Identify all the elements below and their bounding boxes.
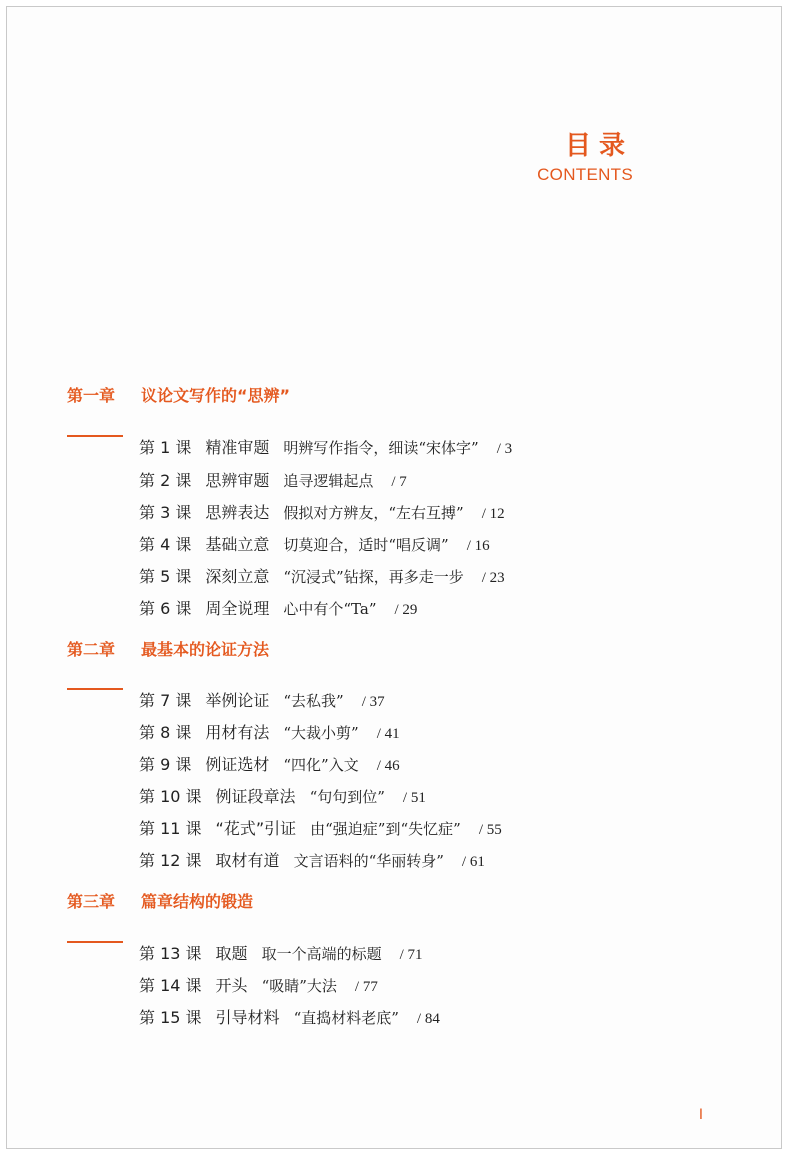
chapter-number: 第二章 xyxy=(67,640,116,659)
lesson-description: “去私我” xyxy=(283,692,344,710)
page-reference: / 46 xyxy=(376,758,400,774)
lesson-description: 文言语料的“华丽转身” xyxy=(293,852,444,870)
toc-entry[interactable] xyxy=(139,720,400,743)
page-reference: / 7 xyxy=(391,474,407,490)
lesson-description: 由“强迫症”到“失忆症” xyxy=(310,820,461,838)
chapter-title: 最基本的论证方法 xyxy=(141,640,270,659)
lesson-topic: 思辨审题 xyxy=(205,471,270,490)
lesson-description: “句句到位” xyxy=(309,788,385,806)
lesson-number: 第 3 课 xyxy=(139,503,192,522)
lesson-number: 第 11 课 xyxy=(139,819,202,838)
chapter-title: 议论文写作的“思辨” xyxy=(141,386,291,405)
lesson-description: “大裁小剪” xyxy=(283,724,359,742)
toc-entry[interactable] xyxy=(139,784,426,807)
chapter-number: 第三章 xyxy=(67,892,116,911)
toc-entry[interactable] xyxy=(139,816,502,839)
page-reference: / 29 xyxy=(394,602,418,618)
lesson-number: 第 12 课 xyxy=(139,851,202,870)
lesson-topic: 用材有法 xyxy=(205,723,270,742)
lesson-description: 心中有个“Ta” xyxy=(283,600,377,618)
lesson-description: “直捣材料老底” xyxy=(293,1009,399,1027)
toc-entry[interactable] xyxy=(139,564,505,587)
lesson-topic: “花式”引证 xyxy=(215,819,297,838)
toc-entry[interactable] xyxy=(139,435,512,458)
toc-entry[interactable] xyxy=(139,596,417,619)
lesson-description: 取一个高端的标题 xyxy=(261,945,382,963)
lesson-number: 第 1 课 xyxy=(139,438,192,457)
lesson-topic: 例证段章法 xyxy=(215,787,296,806)
page-reference: / 23 xyxy=(481,570,505,586)
lesson-number: 第 6 课 xyxy=(139,599,192,618)
toc-entry[interactable] xyxy=(139,973,378,996)
page-reference: / 71 xyxy=(399,947,423,963)
chapter-marker-line xyxy=(67,941,123,943)
lesson-number: 第 10 课 xyxy=(139,787,202,806)
lesson-topic: 深刻立意 xyxy=(205,567,270,586)
lesson-topic: 引导材料 xyxy=(215,1008,280,1027)
page-reference: / 84 xyxy=(416,1011,440,1027)
page-reference: / 3 xyxy=(496,441,513,457)
toc-entry[interactable] xyxy=(139,941,423,964)
lesson-topic: 取题 xyxy=(215,944,248,963)
chapter-heading xyxy=(67,889,253,912)
lesson-topic: 基础立意 xyxy=(205,535,270,554)
lesson-topic: 思辨表达 xyxy=(205,503,270,522)
lesson-description: 追寻逻辑起点 xyxy=(283,472,374,490)
lesson-topic: 举例论证 xyxy=(205,691,270,710)
lesson-number: 第 8 课 xyxy=(139,723,192,742)
chapter-heading xyxy=(67,383,290,406)
toc-entry[interactable] xyxy=(139,1005,440,1028)
toc-entry[interactable] xyxy=(139,468,407,491)
page-reference: / 12 xyxy=(481,506,505,522)
toc-entry[interactable] xyxy=(139,500,505,523)
lesson-description: “吸睛”大法 xyxy=(261,977,337,995)
page-reference: / 16 xyxy=(466,538,490,554)
toc-entry[interactable] xyxy=(139,688,385,711)
toc-entry[interactable] xyxy=(139,532,490,555)
lesson-topic: 精准审题 xyxy=(205,438,270,457)
lesson-number: 第 9 课 xyxy=(139,755,192,774)
lesson-number: 第 7 课 xyxy=(139,691,192,710)
page-reference: / 41 xyxy=(376,726,400,742)
lesson-number: 第 4 课 xyxy=(139,535,192,554)
page-reference: / 77 xyxy=(354,979,378,995)
lesson-number: 第 2 课 xyxy=(139,471,192,490)
book-page xyxy=(6,6,782,1149)
lesson-description: “四化”入文 xyxy=(283,756,359,774)
lesson-number: 第 15 课 xyxy=(139,1008,202,1027)
page-title: 目录 xyxy=(564,131,633,161)
lesson-description: “沉浸式”钻探，再多走一步 xyxy=(283,568,464,586)
chapter-heading xyxy=(67,637,269,660)
lesson-number: 第 13 课 xyxy=(139,944,202,963)
lesson-number: 第 14 课 xyxy=(139,976,202,995)
toc-entry[interactable] xyxy=(139,848,485,871)
toc-entry[interactable] xyxy=(139,752,400,775)
page-subtitle: CONTENTS xyxy=(537,165,633,184)
chapter-number: 第一章 xyxy=(67,386,116,405)
page-reference: / 51 xyxy=(402,790,426,806)
chapter-marker-line xyxy=(67,688,123,690)
page-number: I xyxy=(698,1107,703,1123)
page-reference: / 37 xyxy=(361,694,385,710)
lesson-description: 切莫迎合，适时“唱反调” xyxy=(283,536,449,554)
page-reference: / 61 xyxy=(461,854,485,870)
lesson-topic: 例证选材 xyxy=(205,755,270,774)
lesson-topic: 周全说理 xyxy=(205,599,270,618)
chapter-title: 篇章结构的锻造 xyxy=(141,892,254,911)
lesson-description: 明辨写作指令，细读“宋体字” xyxy=(283,439,479,457)
lesson-description: 假拟对方辨友，“左右互搏” xyxy=(283,504,464,522)
lesson-topic: 取材有道 xyxy=(215,851,280,870)
lesson-number: 第 5 课 xyxy=(139,567,192,586)
lesson-topic: 开头 xyxy=(215,976,248,995)
chapter-marker-line xyxy=(67,435,123,437)
page-reference: / 55 xyxy=(478,822,502,838)
